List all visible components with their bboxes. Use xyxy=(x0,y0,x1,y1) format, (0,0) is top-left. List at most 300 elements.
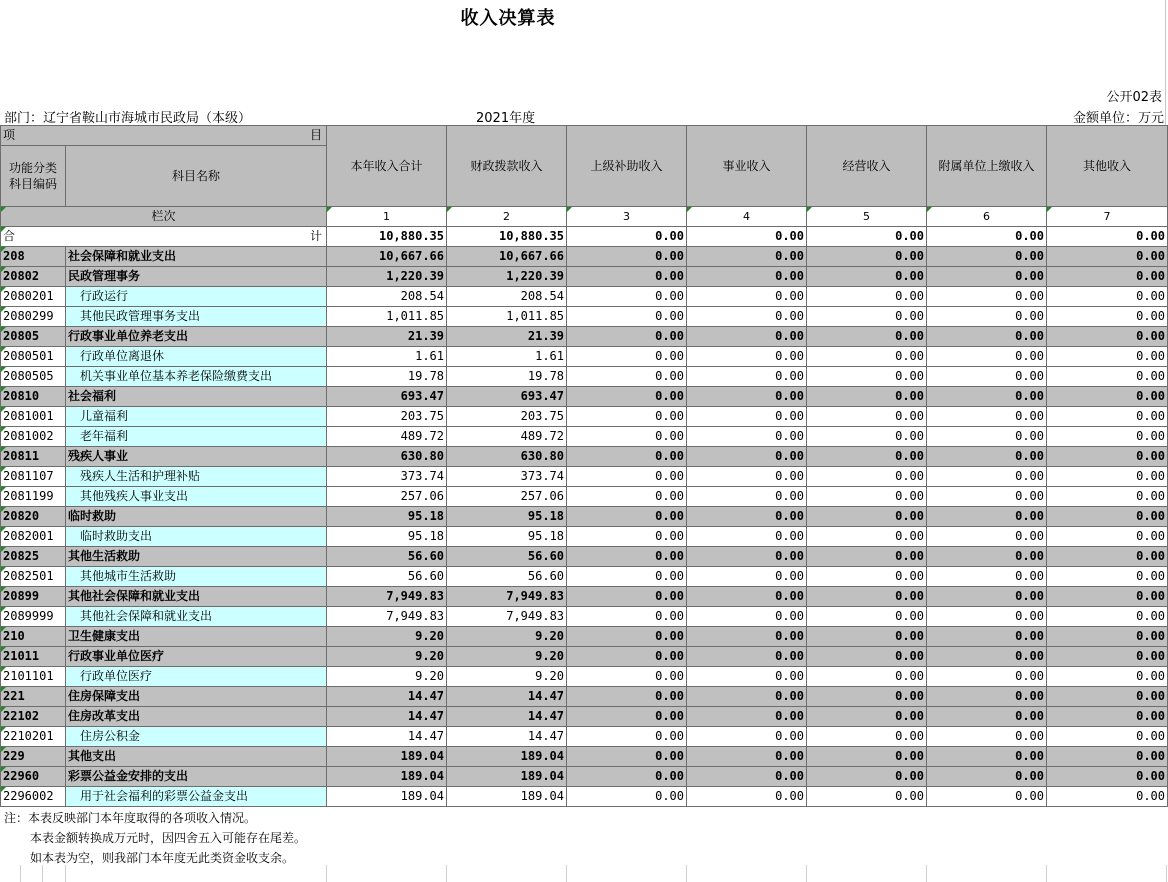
col-header-3: 上级补助收入 xyxy=(567,126,687,207)
amount-cell: 0.00 xyxy=(807,567,927,587)
amount-cell: 373.74 xyxy=(327,467,447,487)
subject-name: 临时救助支出 xyxy=(66,527,327,547)
amount-cell: 0.00 xyxy=(807,767,927,787)
amount-cell: 0.00 xyxy=(1047,587,1168,607)
fiscal-year: 2021年度 xyxy=(476,111,536,126)
subject-code: 20805 xyxy=(1,327,66,347)
total-label-cell xyxy=(1,227,327,247)
amount-cell: 0.00 xyxy=(927,407,1047,427)
amount-cell: 0.00 xyxy=(1047,287,1168,307)
amount-cell: 630.80 xyxy=(327,447,447,467)
table-row-item xyxy=(1,727,1168,747)
subject-code: 20802 xyxy=(1,267,66,287)
amount-cell: 0.00 xyxy=(567,287,687,307)
amount-cell: 19.78 xyxy=(447,367,567,387)
subject-name: 行政运行 xyxy=(66,287,327,307)
amount-cell: 0.00 xyxy=(1047,527,1168,547)
amount-cell: 0.00 xyxy=(567,767,687,787)
amount-cell: 0.00 xyxy=(807,507,927,527)
subject-name: 其他社会保障和就业支出 xyxy=(66,607,327,627)
amount-cell: 0.00 xyxy=(807,587,927,607)
subject-name: 卫生健康支出 xyxy=(66,627,327,647)
amount-cell: 9.20 xyxy=(447,667,567,687)
subject-name: 住房改革支出 xyxy=(66,707,327,727)
amount-cell: 0.00 xyxy=(687,507,807,527)
subject-code: 2210201 xyxy=(1,727,66,747)
amount-cell: 0.00 xyxy=(567,787,687,807)
amount-cell: 0.00 xyxy=(567,547,687,567)
amount-cell: 0.00 xyxy=(927,747,1047,767)
amount-cell: 0.00 xyxy=(807,307,927,327)
amount-cell: 0.00 xyxy=(687,567,807,587)
amount-cell: 0.00 xyxy=(927,307,1047,327)
amount-cell: 0.00 xyxy=(687,547,807,567)
subject-code: 210 xyxy=(1,627,66,647)
amount-cell: 0.00 xyxy=(687,747,807,767)
amount-cell: 1.61 xyxy=(327,347,447,367)
amount-cell: 0.00 xyxy=(687,407,807,427)
amount-cell: 14.47 xyxy=(327,687,447,707)
total-value: 0.00 xyxy=(687,227,807,247)
amount-cell: 10,667.66 xyxy=(327,247,447,267)
amount-unit: 金额单位：万元 xyxy=(1072,111,1164,126)
subject-code: 20899 xyxy=(1,587,66,607)
amount-cell: 257.06 xyxy=(327,487,447,507)
amount-cell: 95.18 xyxy=(327,527,447,547)
amount-cell: 0.00 xyxy=(927,347,1047,367)
amount-cell: 0.00 xyxy=(1047,427,1168,447)
table-row-item xyxy=(1,347,1168,367)
amount-cell: 693.47 xyxy=(447,387,567,407)
table-row-group xyxy=(1,627,1168,647)
total-value: 0.00 xyxy=(927,227,1047,247)
subject-name: 彩票公益金安排的支出 xyxy=(66,767,327,787)
amount-cell: 0.00 xyxy=(567,627,687,647)
amount-cell: 0.00 xyxy=(1047,407,1168,427)
subject-name: 住房公积金 xyxy=(66,727,327,747)
amount-cell: 0.00 xyxy=(927,647,1047,667)
amount-cell: 0.00 xyxy=(1047,707,1168,727)
amount-cell: 0.00 xyxy=(1047,747,1168,767)
table-row-item xyxy=(1,667,1168,687)
amount-cell: 1.61 xyxy=(447,347,567,367)
amount-cell: 9.20 xyxy=(447,647,567,667)
amount-cell: 14.47 xyxy=(447,687,567,707)
subject-code: 20820 xyxy=(1,507,66,527)
amount-cell: 0.00 xyxy=(807,527,927,547)
amount-cell: 0.00 xyxy=(1047,247,1168,267)
amount-cell: 0.00 xyxy=(687,447,807,467)
amount-cell: 0.00 xyxy=(567,367,687,387)
amount-cell: 0.00 xyxy=(687,707,807,727)
amount-cell: 21.39 xyxy=(327,327,447,347)
subject-code: 2082001 xyxy=(1,527,66,547)
subject-code: 20811 xyxy=(1,447,66,467)
amount-cell: 0.00 xyxy=(1047,767,1168,787)
subject-name: 残疾人事业 xyxy=(66,447,327,467)
amount-cell: 7,949.83 xyxy=(327,587,447,607)
amount-cell: 693.47 xyxy=(327,387,447,407)
amount-cell: 0.00 xyxy=(567,507,687,527)
amount-cell: 203.75 xyxy=(327,407,447,427)
index-cell: 3 xyxy=(567,207,687,227)
amount-cell: 0.00 xyxy=(687,287,807,307)
table-row-group xyxy=(1,587,1168,607)
amount-cell: 0.00 xyxy=(927,327,1047,347)
subject-code: 22960 xyxy=(1,767,66,787)
table-row-item xyxy=(1,607,1168,627)
amount-cell: 0.00 xyxy=(807,467,927,487)
amount-cell: 0.00 xyxy=(927,767,1047,787)
amount-cell: 0.00 xyxy=(807,347,927,367)
table-row-group xyxy=(1,687,1168,707)
amount-cell: 0.00 xyxy=(687,327,807,347)
amount-cell: 0.00 xyxy=(1047,607,1168,627)
amount-cell: 0.00 xyxy=(927,687,1047,707)
subject-name: 用于社会福利的彩票公益金支出 xyxy=(66,787,327,807)
amount-cell: 0.00 xyxy=(567,387,687,407)
amount-cell: 189.04 xyxy=(327,787,447,807)
amount-cell: 0.00 xyxy=(1047,387,1168,407)
amount-cell: 373.74 xyxy=(447,467,567,487)
amount-cell: 0.00 xyxy=(687,427,807,447)
amount-cell: 0.00 xyxy=(567,607,687,627)
amount-cell: 0.00 xyxy=(927,547,1047,567)
col-header-7: 其他收入 xyxy=(1047,126,1168,207)
amount-cell: 0.00 xyxy=(807,427,927,447)
amount-cell: 0.00 xyxy=(687,767,807,787)
subject-name: 儿童福利 xyxy=(66,407,327,427)
amount-cell: 208.54 xyxy=(447,287,567,307)
amount-cell: 0.00 xyxy=(687,607,807,627)
index-cell: 5 xyxy=(807,207,927,227)
amount-cell: 0.00 xyxy=(927,667,1047,687)
item-label-right: 目 xyxy=(310,128,323,142)
index-cell: 6 xyxy=(927,207,1047,227)
subject-code: 2080201 xyxy=(1,287,66,307)
subject-name: 其他生活救助 xyxy=(66,547,327,567)
subject-name: 老年福利 xyxy=(66,427,327,447)
amount-cell: 0.00 xyxy=(1047,647,1168,667)
amount-cell: 0.00 xyxy=(687,487,807,507)
subject-name: 民政管理事务 xyxy=(66,267,327,287)
department-label: 部门：辽宁省鞍山市海城市民政局（本级） xyxy=(4,111,252,126)
subject-code: 2082501 xyxy=(1,567,66,587)
total-value: 0.00 xyxy=(1047,227,1168,247)
notes xyxy=(4,808,306,868)
item-label: 项 xyxy=(3,128,16,142)
amount-cell: 10,667.66 xyxy=(447,247,567,267)
amount-cell: 0.00 xyxy=(927,487,1047,507)
amount-cell: 7,949.83 xyxy=(447,607,567,627)
amount-cell: 189.04 xyxy=(447,747,567,767)
table-row-group xyxy=(1,767,1168,787)
amount-cell: 0.00 xyxy=(927,447,1047,467)
amount-cell: 0.00 xyxy=(927,787,1047,807)
amount-cell: 7,949.83 xyxy=(447,587,567,607)
amount-cell: 1,011.85 xyxy=(447,307,567,327)
amount-cell: 0.00 xyxy=(567,327,687,347)
amount-cell: 630.80 xyxy=(447,447,567,467)
table-row-group xyxy=(1,247,1168,267)
amount-cell: 14.47 xyxy=(447,727,567,747)
subject-code: 20810 xyxy=(1,387,66,407)
amount-cell: 0.00 xyxy=(687,627,807,647)
amount-cell: 0.00 xyxy=(687,647,807,667)
amount-cell: 0.00 xyxy=(687,367,807,387)
amount-cell: 0.00 xyxy=(1047,547,1168,567)
amount-cell: 56.60 xyxy=(327,567,447,587)
amount-cell: 0.00 xyxy=(1047,487,1168,507)
amount-cell: 489.72 xyxy=(327,427,447,447)
amount-cell: 203.75 xyxy=(447,407,567,427)
amount-cell: 0.00 xyxy=(1047,787,1168,807)
subject-code: 2101101 xyxy=(1,667,66,687)
amount-cell: 0.00 xyxy=(927,507,1047,527)
amount-cell: 0.00 xyxy=(1047,327,1168,347)
table-row-group xyxy=(1,507,1168,527)
total-value: 0.00 xyxy=(567,227,687,247)
note-1: 注：本表反映部门本年度取得的各项收入情况。 xyxy=(4,811,257,825)
col-header-4: 事业收入 xyxy=(687,126,807,207)
amount-cell: 0.00 xyxy=(687,467,807,487)
amount-cell: 0.00 xyxy=(1047,367,1168,387)
amount-cell: 189.04 xyxy=(327,747,447,767)
amount-cell: 0.00 xyxy=(927,247,1047,267)
subject-code: 22102 xyxy=(1,707,66,727)
amount-cell: 0.00 xyxy=(567,587,687,607)
amount-cell: 0.00 xyxy=(567,247,687,267)
amount-cell: 0.00 xyxy=(927,727,1047,747)
amount-cell: 56.60 xyxy=(447,567,567,587)
amount-cell: 95.18 xyxy=(447,507,567,527)
amount-cell: 9.20 xyxy=(327,647,447,667)
amount-cell: 7,949.83 xyxy=(327,607,447,627)
amount-cell: 0.00 xyxy=(567,567,687,587)
amount-cell: 0.00 xyxy=(927,287,1047,307)
col-header-5: 经营收入 xyxy=(807,126,927,207)
table-row-item xyxy=(1,407,1168,427)
amount-cell: 0.00 xyxy=(807,327,927,347)
income-table xyxy=(0,125,1168,807)
form-number: 公开02表 xyxy=(1106,90,1162,105)
amount-cell: 0.00 xyxy=(807,727,927,747)
table-row-group xyxy=(1,547,1168,567)
subject-code: 2081199 xyxy=(1,487,66,507)
amount-cell: 0.00 xyxy=(567,747,687,767)
amount-cell: 0.00 xyxy=(807,687,927,707)
subject-name: 行政单位离退休 xyxy=(66,347,327,367)
table-row-item xyxy=(1,307,1168,327)
amount-cell: 56.60 xyxy=(447,547,567,567)
subject-name: 社会福利 xyxy=(66,387,327,407)
amount-cell: 0.00 xyxy=(687,667,807,687)
amount-cell: 0.00 xyxy=(807,287,927,307)
amount-cell: 0.00 xyxy=(567,427,687,447)
name-header: 科目名称 xyxy=(66,146,327,207)
subject-code: 20825 xyxy=(1,547,66,567)
subject-code: 2080505 xyxy=(1,367,66,387)
header-row-item xyxy=(1,126,1168,146)
amount-cell: 0.00 xyxy=(927,367,1047,387)
table-row-item xyxy=(1,567,1168,587)
subject-name: 行政单位医疗 xyxy=(66,667,327,687)
amount-cell: 0.00 xyxy=(1047,307,1168,327)
amount-cell: 9.20 xyxy=(327,667,447,687)
amount-cell: 0.00 xyxy=(567,407,687,427)
amount-cell: 0.00 xyxy=(1047,627,1168,647)
amount-cell: 0.00 xyxy=(1047,447,1168,467)
subject-name: 行政事业单位养老支出 xyxy=(66,327,327,347)
total-value: 10,880.35 xyxy=(327,227,447,247)
subject-code: 2089999 xyxy=(1,607,66,627)
amount-cell: 0.00 xyxy=(807,607,927,627)
amount-cell: 0.00 xyxy=(687,307,807,327)
amount-cell: 0.00 xyxy=(687,687,807,707)
table-row-group xyxy=(1,267,1168,287)
subject-code: 229 xyxy=(1,747,66,767)
amount-cell: 0.00 xyxy=(927,587,1047,607)
note-3: 如本表为空，则我部门本年度无此类资金收支余。 xyxy=(30,851,295,865)
subject-name: 其他城市生活救助 xyxy=(66,567,327,587)
amount-cell: 0.00 xyxy=(687,267,807,287)
amount-cell: 0.00 xyxy=(1047,667,1168,687)
amount-cell: 14.47 xyxy=(447,707,567,727)
table-row-item xyxy=(1,527,1168,547)
amount-cell: 0.00 xyxy=(927,427,1047,447)
amount-cell: 0.00 xyxy=(687,347,807,367)
subject-name: 其他社会保障和就业支出 xyxy=(66,587,327,607)
amount-cell: 9.20 xyxy=(447,627,567,647)
subject-name: 机关事业单位基本养老保险缴费支出 xyxy=(66,367,327,387)
amount-cell: 9.20 xyxy=(327,627,447,647)
subject-name: 社会保障和就业支出 xyxy=(66,247,327,267)
amount-cell: 0.00 xyxy=(807,627,927,647)
amount-cell: 208.54 xyxy=(327,287,447,307)
table-row-item xyxy=(1,487,1168,507)
amount-cell: 1,220.39 xyxy=(327,267,447,287)
amount-cell: 0.00 xyxy=(1047,347,1168,367)
amount-cell: 0.00 xyxy=(687,787,807,807)
amount-cell: 0.00 xyxy=(807,787,927,807)
col-header-1: 本年收入合计 xyxy=(327,126,447,207)
total-label-left: 合 xyxy=(3,229,16,243)
note-2: 本表金额转换成万元时，因四舍五入可能存在尾差。 xyxy=(30,831,307,845)
amount-cell: 0.00 xyxy=(1047,507,1168,527)
subject-name: 行政事业单位医疗 xyxy=(66,647,327,667)
index-cell: 2 xyxy=(447,207,567,227)
table-row-item xyxy=(1,787,1168,807)
table-row-group xyxy=(1,707,1168,727)
amount-cell: 95.18 xyxy=(447,527,567,547)
amount-cell: 0.00 xyxy=(927,467,1047,487)
amount-cell: 0.00 xyxy=(567,687,687,707)
amount-cell: 189.04 xyxy=(447,787,567,807)
amount-cell: 0.00 xyxy=(807,447,927,467)
amount-cell: 0.00 xyxy=(1047,567,1168,587)
subject-code: 2080299 xyxy=(1,307,66,327)
amount-cell: 0.00 xyxy=(807,367,927,387)
amount-cell: 0.00 xyxy=(1047,267,1168,287)
amount-cell: 0.00 xyxy=(807,247,927,267)
table-row-item xyxy=(1,367,1168,387)
amount-cell: 0.00 xyxy=(807,387,927,407)
amount-cell: 0.00 xyxy=(687,387,807,407)
subject-name: 残疾人生活和护理补贴 xyxy=(66,467,327,487)
amount-cell: 0.00 xyxy=(927,707,1047,727)
subject-name: 住房保障支出 xyxy=(66,687,327,707)
amount-cell: 0.00 xyxy=(927,387,1047,407)
amount-cell: 14.47 xyxy=(327,707,447,727)
amount-cell: 0.00 xyxy=(807,547,927,567)
subject-code: 221 xyxy=(1,687,66,707)
table-row-item xyxy=(1,427,1168,447)
amount-cell: 0.00 xyxy=(567,267,687,287)
amount-cell: 0.00 xyxy=(1047,687,1168,707)
amount-cell: 0.00 xyxy=(927,567,1047,587)
report-title: 收入决算表 xyxy=(460,8,556,29)
table-row-group xyxy=(1,327,1168,347)
amount-cell: 21.39 xyxy=(447,327,567,347)
amount-cell: 0.00 xyxy=(927,527,1047,547)
subject-code: 2080501 xyxy=(1,347,66,367)
amount-cell: 0.00 xyxy=(567,307,687,327)
amount-cell: 0.00 xyxy=(567,707,687,727)
amount-cell: 0.00 xyxy=(567,347,687,367)
table-row-group xyxy=(1,447,1168,467)
total-row xyxy=(1,227,1168,247)
amount-cell: 0.00 xyxy=(567,727,687,747)
amount-cell: 489.72 xyxy=(447,427,567,447)
code-header: 功能分类 科目编码 xyxy=(1,146,66,207)
amount-cell: 0.00 xyxy=(807,267,927,287)
amount-cell: 0.00 xyxy=(807,747,927,767)
index-label: 栏次 xyxy=(1,207,327,227)
subject-code: 2081001 xyxy=(1,407,66,427)
amount-cell: 0.00 xyxy=(567,487,687,507)
table-row-group xyxy=(1,747,1168,767)
amount-cell: 0.00 xyxy=(687,587,807,607)
amount-cell: 56.60 xyxy=(327,547,447,567)
amount-cell: 14.47 xyxy=(327,727,447,747)
col-header-2: 财政拨款收入 xyxy=(447,126,567,207)
index-row xyxy=(1,207,1168,227)
amount-cell: 0.00 xyxy=(1047,727,1168,747)
index-cell: 1 xyxy=(327,207,447,227)
subject-code: 2081002 xyxy=(1,427,66,447)
amount-cell: 1,011.85 xyxy=(327,307,447,327)
subject-name: 其他残疾人事业支出 xyxy=(66,487,327,507)
amount-cell: 0.00 xyxy=(567,467,687,487)
table-row-group xyxy=(1,647,1168,667)
amount-cell: 0.00 xyxy=(807,707,927,727)
subject-name: 临时救助 xyxy=(66,507,327,527)
table-row-item xyxy=(1,287,1168,307)
amount-cell: 0.00 xyxy=(567,527,687,547)
sheet-edge xyxy=(1165,0,1166,126)
amount-cell: 1,220.39 xyxy=(447,267,567,287)
table-row-item xyxy=(1,467,1168,487)
subject-code: 208 xyxy=(1,247,66,267)
sheet-gridlines xyxy=(0,865,1167,882)
amount-cell: 0.00 xyxy=(687,727,807,747)
amount-cell: 0.00 xyxy=(807,487,927,507)
amount-cell: 95.18 xyxy=(327,507,447,527)
index-cell: 7 xyxy=(1047,207,1168,227)
col-header-6: 附属单位上缴收入 xyxy=(927,126,1047,207)
index-cell: 4 xyxy=(687,207,807,227)
table-row-group xyxy=(1,387,1168,407)
